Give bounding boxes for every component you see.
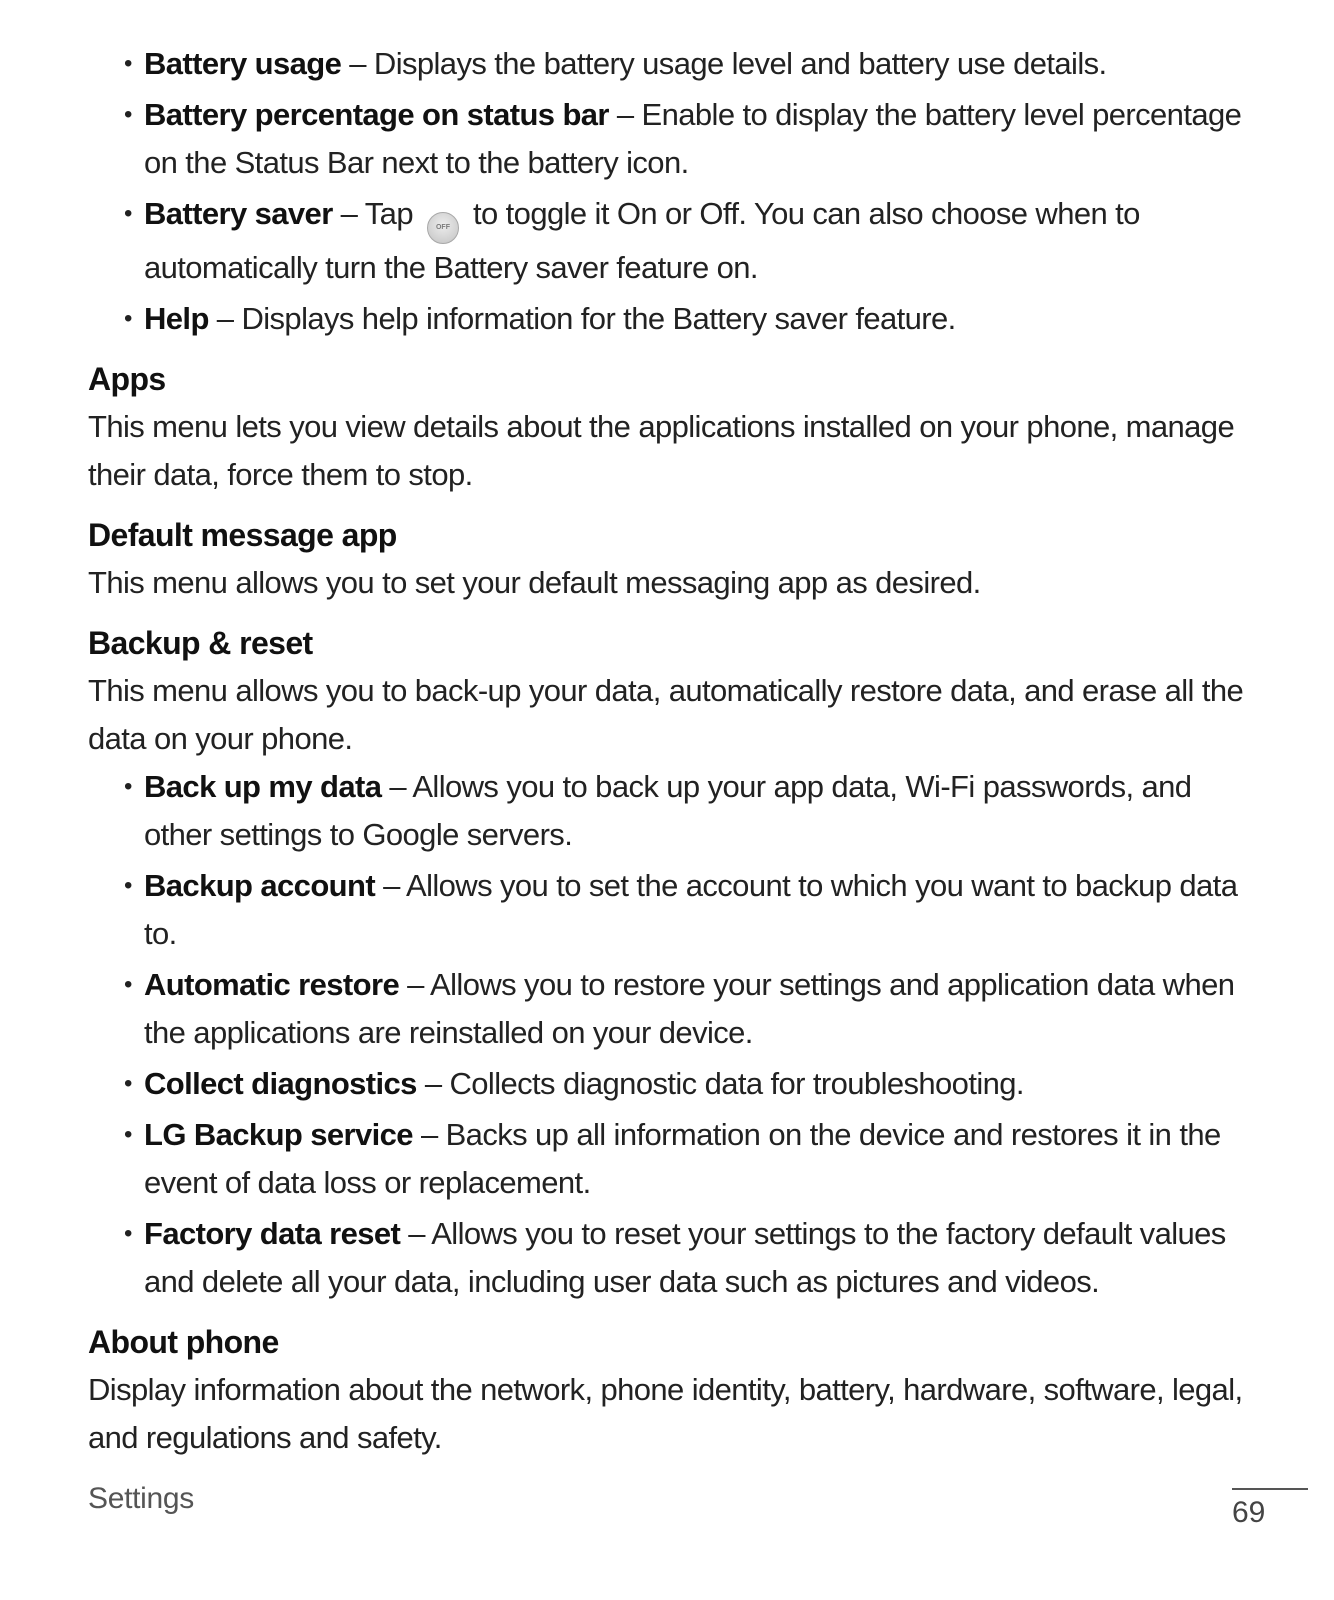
page-number: 69 [1232, 1496, 1266, 1529]
item-term: Factory data reset [144, 1216, 401, 1251]
list-item [144, 91, 1258, 187]
section-text-default-message-app: This menu allows you to set your default messaging app as desired. [88, 565, 981, 600]
list-item [144, 1111, 1258, 1207]
list-item [144, 961, 1258, 1057]
list-item [144, 40, 1258, 88]
section-heading-default-message-app: Default message app [88, 517, 397, 553]
item-description: – Collects diagnostic data for troubleshooting. [416, 1066, 1024, 1101]
section-text-apps: This menu lets you view details about the applications installed on your phone, manage their data, force them to stop. [88, 409, 1235, 492]
off-toggle-icon: OFF [427, 212, 459, 244]
item-description: – Displays help information for the Battery saver feature. [208, 301, 956, 336]
item-term: Help [144, 301, 209, 336]
list-item [144, 763, 1258, 859]
section-text-about-phone: Display information about the network, phone identity, battery, hardware, software, legal, and regulations and safety. [88, 1372, 1243, 1455]
item-term: Battery percentage on status bar [144, 97, 609, 132]
item-description: – Enable to display the battery level percentage on the Status Bar next to the battery icon. [144, 97, 1242, 180]
item-description: – Allows you to restore your settings and application data when the applications are reinstalled on your device. [144, 967, 1235, 1050]
item-term: Battery saver [144, 196, 333, 231]
list-item [144, 295, 1258, 343]
page-content [88, 40, 1258, 1462]
item-description: – Allows you to set the account to which you want to backup data to. [144, 868, 1238, 951]
section-heading-backup-reset: Backup & reset [88, 625, 313, 661]
section-heading-apps: Apps [88, 361, 166, 397]
section-heading-about-phone: About phone [88, 1324, 279, 1360]
item-term: Collect diagnostics [144, 1066, 417, 1101]
battery-options-list [88, 40, 1258, 343]
item-term: LG Backup service [144, 1117, 413, 1152]
backup-options-list [88, 763, 1258, 1306]
list-item [144, 190, 1258, 292]
footer-divider [1232, 1488, 1308, 1490]
item-term: Battery usage [144, 46, 342, 81]
item-description: – Allows you to back up your app data, Wi-Fi passwords, and other settings to Google servers. [144, 769, 1192, 852]
item-term: Back up my data [144, 769, 382, 804]
item-term: Automatic restore [144, 967, 400, 1002]
item-description: – Tap [332, 196, 421, 231]
item-description: – Displays the battery usage level and battery use details. [341, 46, 1107, 81]
list-item [144, 862, 1258, 958]
section-text-backup-reset: This menu allows you to back-up your data, automatically restore data, and erase all the data on your phone. [88, 673, 1244, 756]
list-item [144, 1210, 1258, 1306]
footer-section-label: Settings [88, 1482, 194, 1515]
item-term: Backup account [144, 868, 376, 903]
item-description: – Backs up all information on the device and restores it in the event of data loss or replacement. [144, 1117, 1221, 1200]
item-description: to toggle it On or Off. You can also choose when to automatically turn the Battery saver feature on. [144, 196, 1140, 285]
item-description: – Allows you to reset your settings to the factory default values and delete all your data, including user data such as pictures and videos. [144, 1216, 1226, 1299]
list-item [144, 1060, 1258, 1108]
